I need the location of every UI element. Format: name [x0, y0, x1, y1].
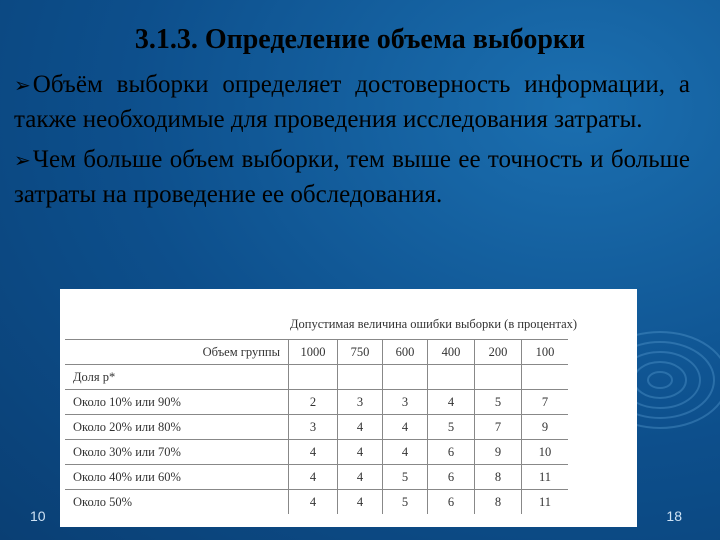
table-cell: 5 [475, 390, 522, 415]
table-row [65, 390, 568, 415]
table-cell: 3 [338, 390, 383, 415]
bullet-item [14, 68, 690, 137]
table-cell: 8 [475, 490, 522, 515]
row-label: Около 20% или 80% [65, 415, 289, 440]
arrow-bullet-icon: ➢ [14, 150, 31, 172]
slide-title: 3.1.3. Определение объема выборки [134, 24, 586, 55]
table-cell: 3 [289, 415, 338, 440]
table-cell: 4 [338, 415, 383, 440]
table-cell: 4 [338, 465, 383, 490]
table-cell: 5 [383, 465, 428, 490]
bullet-text: Объём выборки определяет достоверность информации, а также необходимые для проведения исследования затраты. [14, 71, 690, 133]
row-label: Около 30% или 70% [65, 440, 289, 465]
table-cell: 4 [289, 465, 338, 490]
bullet-text: Чем больше объем выборки, тем выше ее точность и больше затраты на проведение ее обследования. [14, 146, 690, 208]
row-label: Около 10% или 90% [65, 390, 289, 415]
table-cell: 4 [383, 415, 428, 440]
table-cell: 11 [522, 490, 569, 515]
column-header: 100 [522, 340, 569, 365]
share-row [65, 365, 568, 390]
column-header: 200 [475, 340, 522, 365]
table-cell: 4 [338, 490, 383, 515]
table-cell: 4 [383, 440, 428, 465]
table-cell: 7 [522, 390, 569, 415]
table-cell: 7 [475, 415, 522, 440]
table-cell: 4 [428, 390, 475, 415]
table-cell: 8 [475, 465, 522, 490]
table-cell: 4 [289, 440, 338, 465]
sample-error-table-image [60, 289, 637, 527]
table-cell: 10 [522, 440, 569, 465]
row-label: Около 50% [65, 490, 289, 515]
page-number: 18 [666, 508, 682, 524]
table-row [65, 490, 568, 515]
row-label: Около 40% или 60% [65, 465, 289, 490]
bullet-item [14, 143, 690, 212]
table-cell: 6 [428, 440, 475, 465]
table-row [65, 440, 568, 465]
share-header: Доля р* [65, 365, 289, 390]
table-caption: Допустимая величина ошибки выборки (в процентах) [290, 317, 578, 331]
table-cell: 5 [383, 490, 428, 515]
table-row [65, 465, 568, 490]
table-cell: 11 [522, 465, 569, 490]
table-cell: 9 [522, 415, 569, 440]
table-cell: 6 [428, 465, 475, 490]
table-cell: 2 [289, 390, 338, 415]
table-header-row [65, 340, 568, 365]
group-size-header: Объем группы [65, 340, 289, 365]
column-header: 400 [428, 340, 475, 365]
column-header: 1000 [289, 340, 338, 365]
slide-body [14, 68, 690, 218]
arrow-bullet-icon: ➢ [14, 75, 31, 97]
table-cell: 9 [475, 440, 522, 465]
footer-left-number: 10 [30, 508, 46, 524]
sample-error-table [65, 311, 568, 514]
table-cell: 5 [428, 415, 475, 440]
column-header: 600 [383, 340, 428, 365]
table-cell: 4 [338, 440, 383, 465]
column-header: 750 [338, 340, 383, 365]
table-cell: 6 [428, 490, 475, 515]
table-cell: 3 [383, 390, 428, 415]
table-cell: 4 [289, 490, 338, 515]
table-row [65, 415, 568, 440]
